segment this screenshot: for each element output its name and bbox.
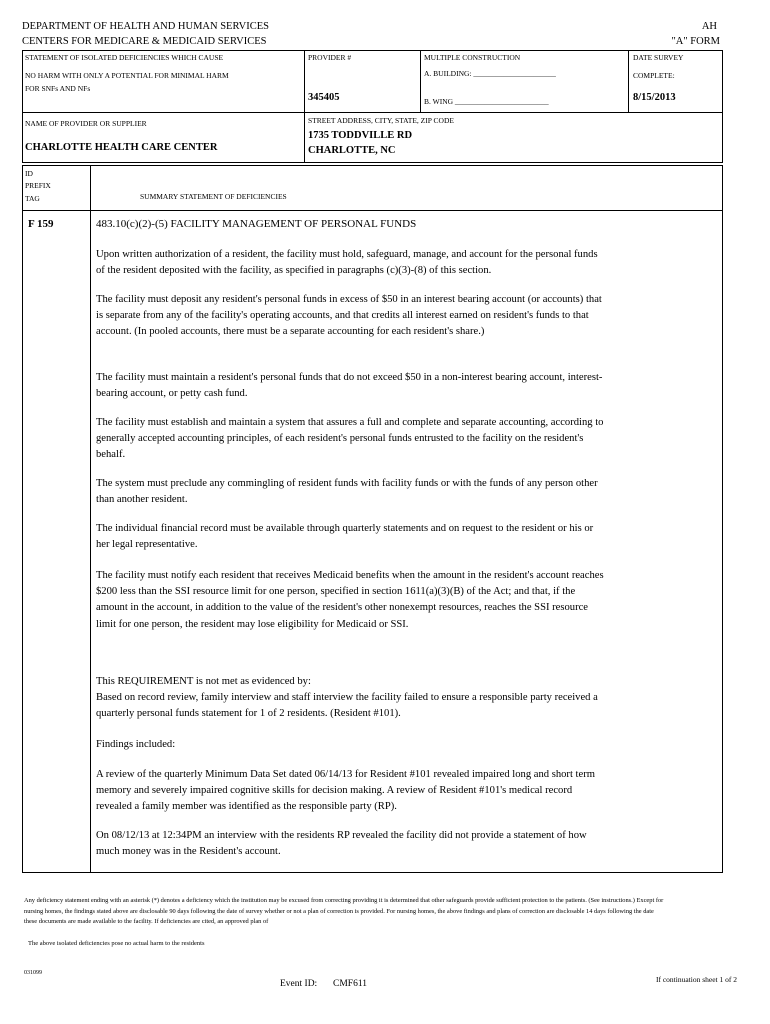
- continuation-sheet: If continuation sheet 1 of 2: [655, 975, 737, 984]
- paragraph-3: The facility must maintain a resident's personal funds that do not exceed $50 in a non-interest bearing account, interest-bearing account, or petty cash fund.: [96, 372, 603, 400]
- paragraph-5: The system must preclude any commingling of resident funds with facility funds or with the funds of any person other than another resident.: [96, 478, 598, 506]
- statement-line-3: FOR SNFs AND NFs: [25, 84, 91, 93]
- paragraph-4: The facility must establish and maintain a system that assures a full and complete and separate accounting, according to generally accepted accounting principles, of each resident's personal funds entrusted to the facility on the resident's behalf.: [96, 417, 604, 461]
- provider-name: CHARLOTTE HEALTH CARE CENTER: [25, 142, 218, 153]
- wing-field: B. WING _________________________: [424, 97, 549, 106]
- statement-line-2: NO HARM WITH ONLY A POTENTIAL FOR MINIMAL HARM: [25, 71, 229, 80]
- form-code-ah: AH: [701, 21, 717, 32]
- paragraph-2: The facility must deposit any resident's personal funds in excess of $50 in an interest bearing account (or accounts) that is separate from any of the facility's operating accounts, and that credits all interest earned on resident's funds to that account. (In pooled accounts, there must be a separate accounting for each resident's share.): [96, 294, 602, 338]
- address-line-2: CHARLOTTE, NC: [308, 145, 396, 156]
- statement-title: STATEMENT OF ISOLATED DEFICIENCIES WHICH CAUSE: [25, 53, 224, 62]
- paragraph-7: The facility must notify each resident that receives Medicaid benefits when the amount in the resident's account reaches $200 less than the SSI resource limit for one person, specified in section 1611(a)(3)(B) of the Act; and that, if the amount in the account, in addition to the value of the resident's other nonexempt resources, reaches the SSI resource limit for one person, the resident may lose eligibility for Medicaid or SSI.: [96, 570, 604, 630]
- provider-number: 345405: [308, 92, 340, 103]
- department-name: DEPARTMENT OF HEALTH AND HUMAN SERVICES: [22, 21, 269, 32]
- prefix-label: PREFIX: [25, 181, 51, 190]
- address-label: STREET ADDRESS, CITY, STATE, ZIP CODE: [308, 116, 454, 125]
- id-label: ID: [25, 169, 33, 178]
- centers-name: CENTERS FOR MEDICARE & MEDICAID SERVICES: [22, 36, 267, 47]
- form-type: "A" FORM: [671, 36, 720, 47]
- deficiency-tag: F 159: [28, 218, 54, 230]
- isolated-deficiency-note: The above isolated deficiencies pose no actual harm to the residents: [28, 940, 205, 947]
- provider-label: PROVIDER #: [308, 53, 352, 62]
- date-survey-label: DATE SURVEY: [633, 53, 684, 62]
- event-id-label: Event ID:: [280, 979, 318, 989]
- deficiency-heading: 483.10(c)(2)-(5) FACILITY MANAGEMENT OF PERSONAL FUNDS: [96, 218, 417, 230]
- form-number: 031099: [24, 970, 42, 976]
- address-line-1: 1735 TODDVILLE RD: [308, 130, 413, 141]
- event-id-value: CMF611: [333, 979, 367, 989]
- disclaimer-text: Any deficiency statement ending with an asterisk (*) denotes a deficiency which the institution may be excused from correcting providing it is determined that other safeguards provide sufficient protection to the patients. (See instructions.) Except for nursing homes, the findings stated above are disclosable 90 days following the date of survey whether or not a plan of correction is provided. For nursing homes, the above findings and plans of correction are disclosable 14 days following the date these documents are made available to the facility. If deficiencies are cited, an approved plan of: [24, 897, 664, 925]
- paragraph-1: Upon written authorization of a resident, the facility must hold, safeguard, manage, and account for the personal funds of the resident deposited with the facility, as specified in paragraphs (c)(3)-(8) of this section.: [96, 249, 598, 277]
- paragraph-8: This REQUIREMENT is not met as evidenced by: Based on record review, family interview and staff interview the facility failed to ensure a responsible party received a quarterly personal funds statement for 1 of 2 residents. (Resident #101).: [96, 676, 598, 720]
- paragraph-9: Findings included:: [96, 739, 176, 750]
- provider-name-label: NAME OF PROVIDER OR SUPPLIER: [25, 119, 147, 128]
- survey-date: 8/15/2013: [633, 92, 676, 103]
- building-field: A. BUILDING: ______________________: [424, 69, 556, 78]
- complete-label: COMPLETE:: [633, 71, 675, 80]
- paragraph-10: A review of the quarterly Minimum Data Set dated 06/14/13 for Resident #101 revealed impaired long and short term memory and severely impaired cognitive skills for decision making. A review of Resident #101's medical record revealed a family member was identified as the responsible party (RP).: [96, 769, 595, 813]
- summary-statement-label: SUMMARY STATEMENT OF DEFICIENCIES: [140, 192, 287, 201]
- paragraph-11: On 08/12/13 at 12:34PM an interview with the residents RP revealed the facility did not provide a statement of how much money was in the Resident's account.: [96, 830, 587, 858]
- multiple-construction-label: MULTIPLE CONSTRUCTION: [424, 53, 521, 62]
- paragraph-6: The individual financial record must be available through quarterly statements and on request to the resident or his or her legal representative.: [96, 523, 594, 551]
- tag-label: TAG: [25, 194, 40, 203]
